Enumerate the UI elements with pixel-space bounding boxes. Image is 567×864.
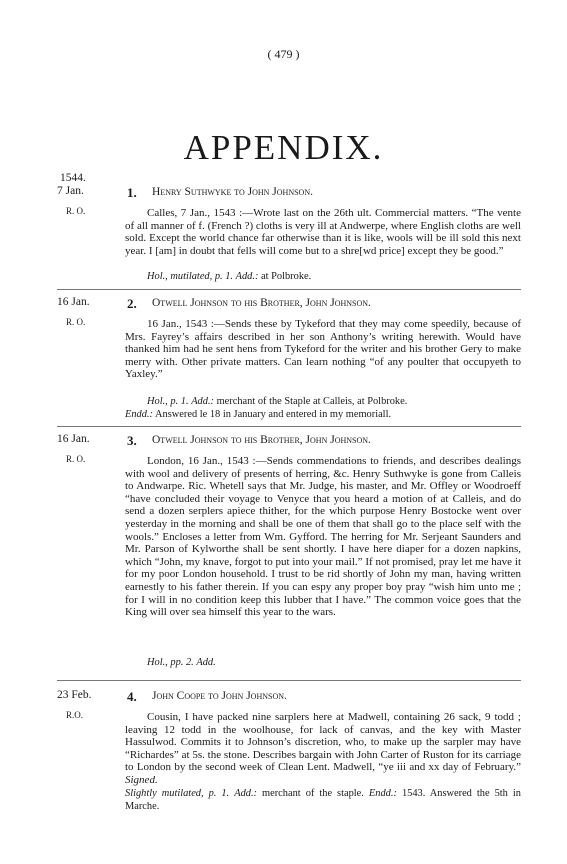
entry-heading: Otwell Johnson to his Brother, John Johnson. (152, 297, 371, 309)
entry-heading: Otwell Johnson to his Brother, John Johnson. (152, 434, 371, 446)
divider (57, 289, 521, 290)
entry-text: Calles, 7 Jan., 1543 :—Wrote last on the 26th ult. Commercial matters. “The vente of all manner of f. (French ?) cloths is very ill at Andwerpe, where English cloths are well sold. Except the world chance far otherwise than it is like, wools will be ill sold this next year. I [am] in doubt that fells will come but to a shre[wd price] except they be good.” (125, 207, 521, 257)
entry-address-label: Add. (196, 657, 216, 668)
entry-address: merchant of the Staple at Calleis, at Polbroke. (216, 396, 408, 407)
entry-address-label: Add.: (235, 271, 259, 282)
entry-text: 16 Jan., 1543 :—Sends these by Tykeford that they may come speedily, because of Mrs. Fayrey’s affairs described in her son Anthony’s writing herewith. Would have thanked him had he sent hens from Tykeford for the writer and his brother Gery to make merry with. Other private matters. Can learn nothing “of any poulter that occupyeth to Yaxley.” (125, 318, 521, 381)
entry-description: Hol., p. 1. (147, 396, 189, 407)
entry-address-label: Add.: (234, 788, 258, 799)
entry-date: 16 Jan. (57, 296, 90, 308)
entry-source: R. O. (66, 206, 86, 216)
divider (57, 426, 521, 427)
entry-date: 7 Jan. (57, 185, 84, 197)
entry-address: at Polbroke. (261, 271, 312, 282)
entry-number: 3. (127, 433, 137, 448)
page-number: ( 479 ) (267, 47, 300, 61)
entry-meta (125, 788, 521, 813)
entry-description: Hol., mutilated, p. 1. (147, 271, 234, 282)
entry-date: 23 Feb. (57, 689, 92, 701)
entry-number: 2. (127, 296, 137, 311)
entry-endorsement-text: 1543. Answered the 5th in Marche. (125, 788, 521, 812)
entry-endorsement-text: Answered le 18 in January and entered in my memoriall. (155, 409, 392, 420)
entry-date: 16 Jan. (57, 433, 90, 445)
entry-address: merchant of the staple. (262, 788, 364, 799)
year-label: 1544. (60, 172, 86, 184)
entry-meta (125, 271, 521, 284)
entry-meta (125, 657, 521, 670)
entry-source: R. O. (66, 317, 86, 327)
entry-endorsement-label: Endd.: (368, 788, 397, 799)
entry-heading: John Coope to John Johnson. (152, 690, 287, 702)
entry-number: 4. (127, 689, 137, 704)
entry-endorsement (125, 409, 521, 422)
entry-endorsement-label: Endd.: (125, 409, 153, 420)
entry-description: Hol., pp. 2. (147, 657, 194, 668)
entry-text: London, 16 Jan., 1543 :—Sends commendations to friends, and describes dealings with wool and delivery of presents of herring, &c. Henry Suthwyke is gone from Calleis to Andwarpe. Ric. Whetell says that Mr. Judge, his master, and Mr. Offley or Woodroeff “have concluded their voyage to Venyce that you heard a motion of at Calleis, and do send a dozen serplers apiece thither, for the which purpose Henry Bostocke went over yesterday in the morning and shall be one of them that shall go to the place self with the wools.” Encloses a letter from Wm. Gyfford. The herring for Mr. Serjeant Saunders and Mr. Parson of Kylworthe shall be sent shortly. I have here diaper for a dozen napkins, which “John, my knave, forgot to put into your mail.” If not promised, pray let me have it for my poor London household. I trust to be rid shortly of John my man, having written earnestly to his father therein. If you can espy any proper boy pray “wish him unto me ; for I will in no condition keep this lubber that I have.” The common voice goes that the King will over sea himself this year to the wars. (125, 455, 521, 619)
divider (57, 680, 521, 681)
entry-text-body: Cousin, I have packed nine sarplers here at Madwell, containing 26 sack, 9 todd ; leaving 12 todd in the woolhouse, for lack of canvas, and the key with Master Hassulwod. Commits it to Johnson’s discretion, who, to make up the sarpler may have “Richardes” at 5s. the stone. Describes bargain with John Carter of Ruston for its carriage to London by the second week of Clean Lent. Madwell, “ye iii and xx day of February.” (125, 711, 521, 774)
entry-text (125, 711, 521, 787)
entry-address-label: Add.: (191, 396, 214, 407)
entry-signed: Signed. (125, 773, 158, 786)
page-title: APPENDIX. (183, 128, 384, 167)
entry-description: Slightly mutilated, p. 1. (125, 788, 230, 799)
entry-heading: Henry Suthwyke to John Johnson. (152, 186, 313, 198)
entry-source: R. O. (66, 454, 86, 464)
entry-meta (125, 396, 521, 409)
entry-number: 1. (127, 185, 137, 200)
entry-source: R.O. (66, 710, 84, 720)
